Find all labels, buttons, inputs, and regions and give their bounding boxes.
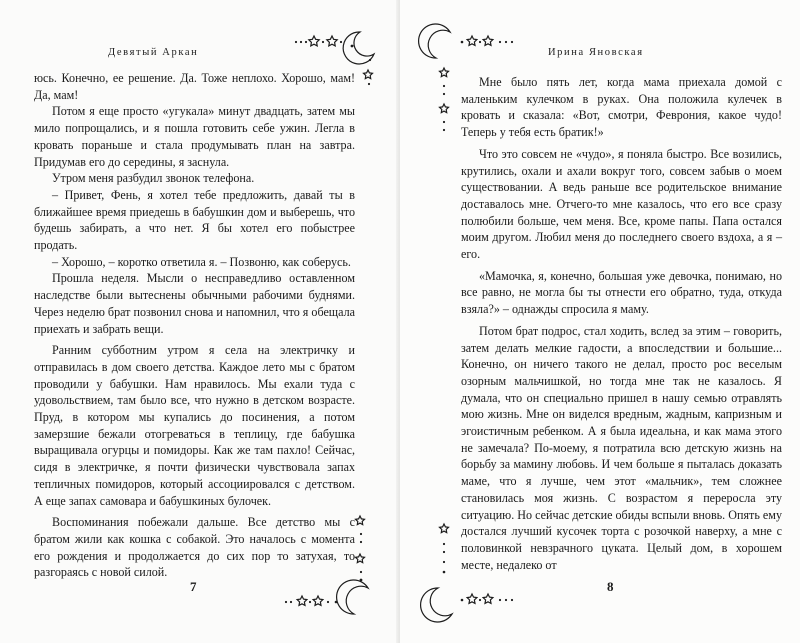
star-icon — [313, 596, 323, 605]
running-header: Ирина Яновская — [548, 47, 644, 58]
paragraph: Ранним субботним утром я села на электричку и отправилась в дом своего детства. Каждое лето мы с братом проводили у бабушки. Нам нравилось. Мы ехали туда с удовольствием, там было все, что нужно в детском возрасте. Пруд, в котором мы купались до посинения, а потом замерзшие бежали отогреваться в теплицу, где бабушка выращивала огурцы и помидоры. Как же там пахло! Сейчас, сидя в электричке, я почти физически чувствовала запах тепличных помидоров, который ассоциировался с детством. А еще запах самовара и бабушкиных булочек. — [34, 343, 355, 508]
paragraph: юсь. Конечно, ее решение. Да. Тоже неплохо. Хорошо, мам! Да, мам! — [34, 71, 355, 102]
ornament-bottom-right-stars-moon — [426, 518, 522, 618]
paragraph: Что это совсем не «чудо», я поняла быстро. Все возились, крутились, охали и ахали вокруг того, совсем забыв о моем существовании. А ведь раньше все родительское внимание доставалось мне. Отчего-то мне казалось, что его все сразу полюбили больше, чем меня. Все, кроме папы. Папа остался моим другом. Любил меня до последнего своего вздоха, а я – его. — [461, 146, 782, 262]
ornament-bottom-left-stars-moon — [282, 510, 378, 620]
running-header: Девятый Аркан — [108, 47, 199, 58]
star-icon — [356, 554, 365, 563]
star-icon — [440, 524, 449, 533]
right-page — [400, 0, 800, 643]
star-icon — [364, 70, 373, 79]
star-icon — [356, 516, 365, 525]
star-icon — [297, 596, 307, 605]
crescent-moon-icon — [419, 24, 450, 58]
star-icon — [467, 36, 477, 45]
paragraph: Потом брат подрос, стал ходить, вслед за этим – говорить, затем делать мелкие гадости, а впоследствии и большие... Конечно, он ничего такого не делал, просто рос веселым озорным мальчишкой, но тогда мне так не казалось. Я думала, что он специально пришел в нашу семью отравлять мою жизнь. Мне он виделся вредным, жадным, капризным и эгоистичным ребенком. А я была идеальна, и как мама этого не замечала? По-моему, я потратила всю детскую жизнь на борьбу за мамину любовь. И чем больше я пыталась доказать маме, что я лучше, чем этот «мальчик», тем сложнее становилась моя жизнь. С возрастом я переросла эту ситуацию. Но сейчас детские обиды вспыли вновь. Опять ему достался лучший кусочек торта с розочкой наверху, а мне с половинкой невзрачного цуката. Целый дом, в хорошем месте, недалеко от — [461, 323, 782, 572]
star-icon — [483, 594, 493, 603]
paragraph: Прошла неделя. Мысли о несправедливо оставленном наследстве были вытеснены обычными рабочими буднями. Через неделю брат позвонил снова и напомнил, что я обещала приехать и забрать вещи. — [34, 271, 355, 336]
paragraph: Воспоминания побежали дальше. Все детство мы с братом жили как кошка с собакой. Это началось с момента его рождения и продолжается до сих пор то затухая, то разгораясь с новой силой. — [34, 515, 355, 580]
paragraph: Мне было пять лет, когда мама приехала домой с маленьким кулечком в руках. Она положила кулечек в кровать и сказала: «Вот, смотри, Феврония, какое чудо! Теперь у тебя есть братик!» — [461, 75, 782, 140]
paragraph: Утром меня разбудил звонок телефона. — [52, 171, 255, 186]
page-number: 8 — [607, 579, 614, 594]
crescent-moon-icon — [337, 580, 368, 614]
star-icon — [440, 68, 449, 77]
paragraph: – Хорошо, – коротко ответила я. – Позвоню, как соберусь. — [52, 254, 351, 269]
paragraph: «Мамочка, я, конечно, большая уже девочка, понимаю, но все равно, не могла бы ты отнести его обратно, туда, откуда взяла?» – однажды спросила я маму. — [461, 268, 782, 317]
body-text — [34, 70, 355, 581]
paragraph: Потом я еще просто «угукала» минут двадцать, затем мы мило попрощались, и я пошла готовить себе ужин. Легла в кровать пораньше и стала продумывать план на завтра. Придумав его до середины, я заснула. — [34, 104, 355, 169]
star-icon — [327, 36, 337, 46]
star-icon — [483, 36, 493, 45]
star-icon — [309, 36, 319, 46]
star-icon — [440, 104, 449, 113]
page-number: 7 — [190, 579, 197, 594]
star-icon — [467, 594, 477, 603]
crescent-moon-icon — [421, 588, 452, 622]
paragraph: – Привет, Фень, я хотел тебе предложить, давай ты в ближайшее время приедешь в бабушкин дом и выберешь, что будешь забирать, а что нет. Я бы хотел его побыстрее продать. — [34, 187, 355, 253]
body-text — [461, 74, 782, 573]
